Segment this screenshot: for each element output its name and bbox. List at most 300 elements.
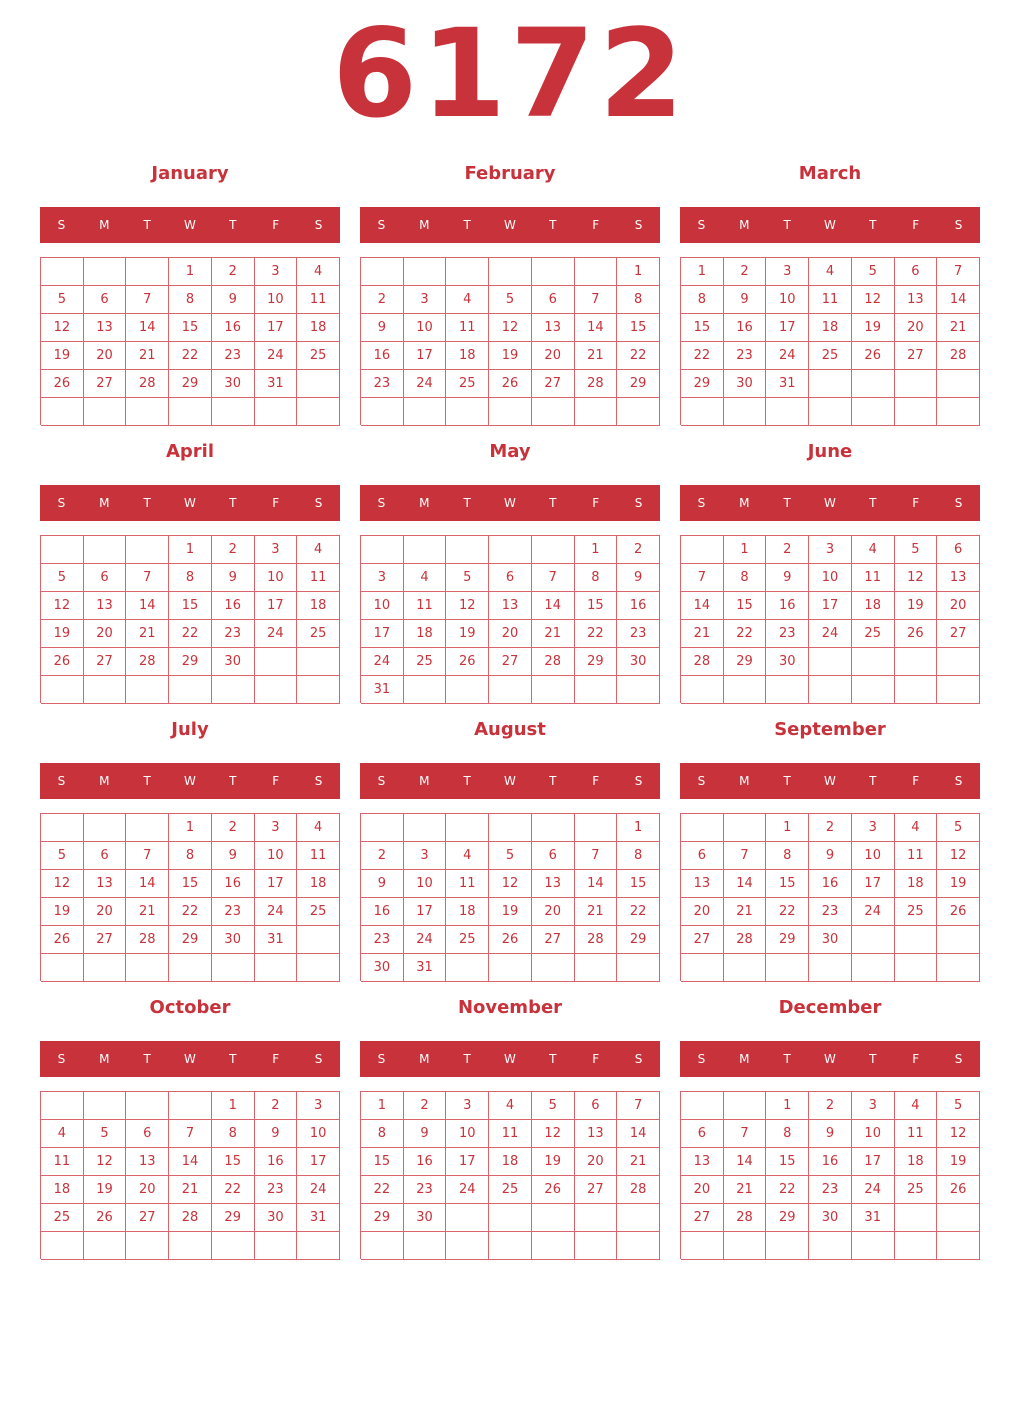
day-cell bbox=[809, 954, 852, 982]
month-name: June bbox=[807, 441, 853, 462]
weekday-label: M bbox=[739, 496, 750, 510]
day-cell bbox=[212, 676, 255, 704]
day-cell: 1 bbox=[681, 258, 724, 286]
weekday-header bbox=[360, 1041, 660, 1077]
day-cell: 7 bbox=[724, 1120, 767, 1148]
day-cell: 22 bbox=[212, 1176, 255, 1204]
day-cell bbox=[809, 1232, 852, 1260]
day-cell: 8 bbox=[724, 564, 767, 592]
day-cell bbox=[255, 1232, 298, 1260]
day-cell bbox=[681, 398, 724, 426]
weekday-label: S bbox=[954, 218, 963, 232]
weekday-label: S bbox=[314, 774, 323, 788]
day-cell: 4 bbox=[489, 1092, 532, 1120]
weekday-label: S bbox=[57, 774, 66, 788]
day-cell: 15 bbox=[766, 870, 809, 898]
day-cell: 22 bbox=[766, 1176, 809, 1204]
day-cell bbox=[937, 648, 980, 676]
day-cell: 1 bbox=[617, 814, 660, 842]
day-cell bbox=[169, 1232, 212, 1260]
weekday-label: S bbox=[57, 1052, 66, 1066]
day-cell: 31 bbox=[255, 370, 298, 398]
day-cell bbox=[575, 954, 618, 982]
day-cell: 26 bbox=[532, 1176, 575, 1204]
day-cell bbox=[532, 954, 575, 982]
day-cell: 26 bbox=[446, 648, 489, 676]
day-cell bbox=[212, 398, 255, 426]
day-cell bbox=[532, 814, 575, 842]
day-cell: 29 bbox=[212, 1204, 255, 1232]
day-cell: 11 bbox=[297, 842, 340, 870]
day-cell: 6 bbox=[575, 1092, 618, 1120]
day-cell bbox=[937, 926, 980, 954]
day-cell: 12 bbox=[41, 870, 84, 898]
day-cell: 10 bbox=[404, 870, 447, 898]
day-cell bbox=[404, 676, 447, 704]
year-title: 6172 bbox=[332, 3, 688, 145]
day-cell: 12 bbox=[852, 286, 895, 314]
day-cell: 27 bbox=[681, 926, 724, 954]
day-cell: 27 bbox=[84, 926, 127, 954]
day-cell bbox=[937, 370, 980, 398]
day-cell: 28 bbox=[937, 342, 980, 370]
day-cell: 14 bbox=[169, 1148, 212, 1176]
day-cell bbox=[41, 676, 84, 704]
weekday-label: M bbox=[419, 496, 430, 510]
day-cell bbox=[766, 954, 809, 982]
day-cell: 18 bbox=[446, 898, 489, 926]
day-cell: 16 bbox=[212, 314, 255, 342]
weekday-header bbox=[680, 1041, 980, 1077]
weekday-label: T bbox=[463, 1052, 471, 1066]
day-cell: 24 bbox=[766, 342, 809, 370]
day-cell: 8 bbox=[169, 564, 212, 592]
day-cell bbox=[169, 954, 212, 982]
weekday-label: F bbox=[272, 774, 280, 788]
day-cell bbox=[895, 398, 938, 426]
day-grid bbox=[360, 813, 660, 981]
day-cell: 24 bbox=[852, 898, 895, 926]
day-cell: 8 bbox=[681, 286, 724, 314]
day-cell: 26 bbox=[41, 370, 84, 398]
day-cell: 27 bbox=[532, 370, 575, 398]
day-cell bbox=[41, 258, 84, 286]
day-cell: 20 bbox=[681, 898, 724, 926]
day-cell bbox=[937, 954, 980, 982]
weekday-label: T bbox=[869, 1052, 877, 1066]
weekday-label: T bbox=[463, 496, 471, 510]
day-cell: 22 bbox=[169, 898, 212, 926]
day-cell: 16 bbox=[617, 592, 660, 620]
day-cell: 23 bbox=[617, 620, 660, 648]
day-cell: 29 bbox=[766, 1204, 809, 1232]
month-name: January bbox=[151, 163, 229, 184]
day-cell: 28 bbox=[126, 648, 169, 676]
weekday-header bbox=[40, 485, 340, 521]
day-cell: 5 bbox=[41, 564, 84, 592]
day-cell: 26 bbox=[489, 926, 532, 954]
day-cell bbox=[255, 676, 298, 704]
day-cell: 28 bbox=[169, 1204, 212, 1232]
weekday-label: S bbox=[954, 774, 963, 788]
day-cell: 2 bbox=[255, 1092, 298, 1120]
day-cell: 9 bbox=[361, 314, 404, 342]
day-cell: 19 bbox=[895, 592, 938, 620]
day-cell: 20 bbox=[532, 898, 575, 926]
day-cell bbox=[84, 258, 127, 286]
weekday-label: T bbox=[869, 218, 877, 232]
day-cell: 8 bbox=[766, 842, 809, 870]
weekday-label: F bbox=[912, 496, 920, 510]
day-cell bbox=[532, 536, 575, 564]
day-cell bbox=[84, 1232, 127, 1260]
day-cell: 23 bbox=[212, 342, 255, 370]
day-cell bbox=[126, 398, 169, 426]
day-cell: 30 bbox=[361, 954, 404, 982]
day-cell: 23 bbox=[361, 370, 404, 398]
day-cell: 2 bbox=[212, 258, 255, 286]
day-cell: 6 bbox=[937, 536, 980, 564]
day-cell bbox=[446, 814, 489, 842]
day-cell bbox=[724, 954, 767, 982]
day-cell: 10 bbox=[255, 564, 298, 592]
day-cell bbox=[41, 954, 84, 982]
weekday-label: T bbox=[143, 218, 151, 232]
day-cell bbox=[532, 676, 575, 704]
weekday-label: T bbox=[783, 496, 791, 510]
day-cell: 14 bbox=[126, 870, 169, 898]
day-cell bbox=[575, 398, 618, 426]
day-cell: 8 bbox=[169, 842, 212, 870]
weekday-label: W bbox=[184, 496, 196, 510]
weekday-label: T bbox=[549, 218, 557, 232]
day-cell: 25 bbox=[895, 898, 938, 926]
weekday-label: S bbox=[377, 218, 386, 232]
day-cell: 18 bbox=[895, 870, 938, 898]
day-cell: 16 bbox=[212, 870, 255, 898]
day-cell: 24 bbox=[255, 620, 298, 648]
day-grid bbox=[40, 535, 340, 703]
month-name: August bbox=[474, 719, 546, 740]
day-cell: 21 bbox=[169, 1176, 212, 1204]
day-cell: 10 bbox=[852, 842, 895, 870]
day-cell: 30 bbox=[255, 1204, 298, 1232]
day-cell: 14 bbox=[532, 592, 575, 620]
day-cell: 7 bbox=[617, 1092, 660, 1120]
day-grid bbox=[360, 1091, 660, 1259]
weekday-label: T bbox=[549, 1052, 557, 1066]
weekday-label: M bbox=[739, 218, 750, 232]
day-grid bbox=[680, 813, 980, 981]
weekday-label: M bbox=[419, 1052, 430, 1066]
day-cell bbox=[446, 954, 489, 982]
day-cell bbox=[895, 926, 938, 954]
day-cell bbox=[297, 926, 340, 954]
day-cell: 2 bbox=[212, 814, 255, 842]
day-cell bbox=[446, 258, 489, 286]
day-cell: 12 bbox=[937, 842, 980, 870]
day-cell: 1 bbox=[766, 1092, 809, 1120]
day-cell: 2 bbox=[809, 814, 852, 842]
day-cell: 11 bbox=[809, 286, 852, 314]
weekday-label: M bbox=[419, 774, 430, 788]
day-cell: 23 bbox=[255, 1176, 298, 1204]
day-cell: 16 bbox=[404, 1148, 447, 1176]
day-cell: 4 bbox=[446, 286, 489, 314]
day-cell: 11 bbox=[489, 1120, 532, 1148]
day-cell: 19 bbox=[41, 898, 84, 926]
day-cell bbox=[852, 926, 895, 954]
day-cell: 3 bbox=[852, 814, 895, 842]
day-cell bbox=[41, 536, 84, 564]
day-cell: 11 bbox=[41, 1148, 84, 1176]
day-cell bbox=[446, 676, 489, 704]
day-cell: 20 bbox=[575, 1148, 618, 1176]
day-cell: 16 bbox=[766, 592, 809, 620]
day-cell: 31 bbox=[766, 370, 809, 398]
weekday-label: S bbox=[377, 496, 386, 510]
day-cell: 1 bbox=[169, 536, 212, 564]
day-cell bbox=[126, 536, 169, 564]
day-cell: 5 bbox=[41, 842, 84, 870]
weekday-label: S bbox=[954, 1052, 963, 1066]
day-cell: 2 bbox=[766, 536, 809, 564]
day-cell: 13 bbox=[84, 314, 127, 342]
day-cell: 22 bbox=[575, 620, 618, 648]
day-cell: 15 bbox=[724, 592, 767, 620]
day-grid bbox=[360, 257, 660, 425]
day-cell: 31 bbox=[297, 1204, 340, 1232]
day-cell bbox=[404, 258, 447, 286]
months-grid bbox=[40, 160, 980, 1272]
day-cell: 17 bbox=[766, 314, 809, 342]
weekday-label: W bbox=[184, 1052, 196, 1066]
day-cell bbox=[681, 536, 724, 564]
day-cell: 4 bbox=[297, 258, 340, 286]
day-cell: 19 bbox=[532, 1148, 575, 1176]
weekday-label: S bbox=[377, 1052, 386, 1066]
day-cell: 22 bbox=[617, 898, 660, 926]
day-cell: 6 bbox=[84, 842, 127, 870]
day-cell bbox=[809, 676, 852, 704]
day-cell: 9 bbox=[404, 1120, 447, 1148]
day-cell bbox=[852, 648, 895, 676]
weekday-label: S bbox=[697, 774, 706, 788]
day-cell: 26 bbox=[84, 1204, 127, 1232]
weekday-label: S bbox=[697, 218, 706, 232]
day-cell: 10 bbox=[361, 592, 404, 620]
day-cell: 7 bbox=[575, 842, 618, 870]
day-cell: 9 bbox=[212, 564, 255, 592]
day-cell: 5 bbox=[532, 1092, 575, 1120]
day-cell bbox=[895, 1204, 938, 1232]
day-cell: 13 bbox=[126, 1148, 169, 1176]
day-cell bbox=[681, 1092, 724, 1120]
day-cell: 12 bbox=[489, 870, 532, 898]
day-cell bbox=[84, 536, 127, 564]
day-cell: 30 bbox=[212, 926, 255, 954]
day-cell: 13 bbox=[937, 564, 980, 592]
day-cell: 12 bbox=[84, 1148, 127, 1176]
day-cell bbox=[575, 1232, 618, 1260]
day-cell: 28 bbox=[126, 926, 169, 954]
weekday-label: S bbox=[697, 1052, 706, 1066]
day-cell: 26 bbox=[41, 926, 84, 954]
weekday-label: W bbox=[504, 496, 516, 510]
day-cell: 27 bbox=[937, 620, 980, 648]
day-cell: 14 bbox=[126, 592, 169, 620]
day-cell bbox=[852, 398, 895, 426]
day-cell bbox=[361, 1232, 404, 1260]
day-cell: 2 bbox=[361, 842, 404, 870]
day-cell: 10 bbox=[852, 1120, 895, 1148]
day-cell: 22 bbox=[681, 342, 724, 370]
weekday-label: F bbox=[592, 496, 600, 510]
day-cell: 29 bbox=[617, 926, 660, 954]
day-cell: 14 bbox=[575, 870, 618, 898]
day-cell: 13 bbox=[575, 1120, 618, 1148]
day-cell: 30 bbox=[724, 370, 767, 398]
day-cell: 23 bbox=[724, 342, 767, 370]
weekday-header bbox=[680, 763, 980, 799]
day-cell bbox=[575, 1204, 618, 1232]
day-cell: 10 bbox=[446, 1120, 489, 1148]
month-august bbox=[360, 716, 660, 994]
weekday-label: M bbox=[739, 774, 750, 788]
weekday-label: F bbox=[592, 1052, 600, 1066]
day-cell: 3 bbox=[766, 258, 809, 286]
day-cell: 8 bbox=[617, 842, 660, 870]
day-cell bbox=[575, 258, 618, 286]
month-may bbox=[360, 438, 660, 716]
day-cell: 14 bbox=[126, 314, 169, 342]
day-cell: 28 bbox=[532, 648, 575, 676]
day-cell: 21 bbox=[532, 620, 575, 648]
weekday-label: F bbox=[912, 1052, 920, 1066]
weekday-label: S bbox=[314, 496, 323, 510]
weekday-label: S bbox=[634, 496, 643, 510]
weekday-label: T bbox=[783, 1052, 791, 1066]
day-cell: 27 bbox=[681, 1204, 724, 1232]
weekday-label: W bbox=[184, 774, 196, 788]
day-cell: 6 bbox=[489, 564, 532, 592]
day-cell bbox=[489, 1204, 532, 1232]
weekday-label: W bbox=[824, 496, 836, 510]
day-cell bbox=[852, 370, 895, 398]
day-cell: 16 bbox=[212, 592, 255, 620]
day-cell: 1 bbox=[617, 258, 660, 286]
day-cell: 21 bbox=[724, 898, 767, 926]
day-cell bbox=[41, 1092, 84, 1120]
day-cell: 1 bbox=[575, 536, 618, 564]
weekday-label: W bbox=[824, 218, 836, 232]
day-cell bbox=[361, 814, 404, 842]
day-cell: 18 bbox=[41, 1176, 84, 1204]
day-cell bbox=[212, 1232, 255, 1260]
weekday-label: T bbox=[869, 496, 877, 510]
day-cell bbox=[489, 258, 532, 286]
day-cell bbox=[255, 954, 298, 982]
day-cell: 30 bbox=[766, 648, 809, 676]
day-cell: 13 bbox=[681, 870, 724, 898]
day-cell: 10 bbox=[297, 1120, 340, 1148]
day-cell: 18 bbox=[489, 1148, 532, 1176]
day-cell: 28 bbox=[617, 1176, 660, 1204]
day-cell bbox=[809, 648, 852, 676]
day-cell: 13 bbox=[489, 592, 532, 620]
weekday-label: S bbox=[314, 1052, 323, 1066]
day-cell bbox=[852, 1232, 895, 1260]
day-cell: 20 bbox=[895, 314, 938, 342]
day-cell: 13 bbox=[84, 592, 127, 620]
month-june bbox=[680, 438, 980, 716]
day-cell: 5 bbox=[446, 564, 489, 592]
weekday-label: M bbox=[99, 774, 110, 788]
day-cell: 24 bbox=[361, 648, 404, 676]
month-name: December bbox=[778, 997, 882, 1018]
day-cell: 23 bbox=[212, 620, 255, 648]
day-cell: 17 bbox=[852, 1148, 895, 1176]
day-cell: 6 bbox=[532, 286, 575, 314]
day-cell: 26 bbox=[895, 620, 938, 648]
day-cell: 6 bbox=[895, 258, 938, 286]
day-cell: 17 bbox=[404, 342, 447, 370]
day-cell bbox=[126, 676, 169, 704]
day-cell bbox=[361, 398, 404, 426]
day-cell: 3 bbox=[852, 1092, 895, 1120]
weekday-label: M bbox=[99, 1052, 110, 1066]
day-cell bbox=[724, 1092, 767, 1120]
day-cell bbox=[532, 258, 575, 286]
day-cell: 11 bbox=[895, 842, 938, 870]
day-cell: 23 bbox=[361, 926, 404, 954]
day-cell bbox=[681, 954, 724, 982]
weekday-label: T bbox=[229, 218, 237, 232]
day-cell: 25 bbox=[404, 648, 447, 676]
day-cell: 30 bbox=[404, 1204, 447, 1232]
day-cell: 5 bbox=[937, 1092, 980, 1120]
day-grid bbox=[40, 257, 340, 425]
day-cell: 29 bbox=[724, 648, 767, 676]
day-cell: 14 bbox=[937, 286, 980, 314]
day-cell: 11 bbox=[852, 564, 895, 592]
day-cell: 24 bbox=[852, 1176, 895, 1204]
day-cell: 16 bbox=[361, 898, 404, 926]
day-cell: 10 bbox=[255, 286, 298, 314]
day-cell: 9 bbox=[766, 564, 809, 592]
day-cell: 15 bbox=[169, 592, 212, 620]
day-cell: 20 bbox=[937, 592, 980, 620]
month-name: July bbox=[171, 719, 209, 740]
day-cell: 30 bbox=[212, 370, 255, 398]
month-september bbox=[680, 716, 980, 994]
day-cell bbox=[489, 536, 532, 564]
day-cell: 8 bbox=[212, 1120, 255, 1148]
weekday-label: M bbox=[419, 218, 430, 232]
day-cell: 7 bbox=[126, 286, 169, 314]
day-cell bbox=[575, 814, 618, 842]
weekday-label: T bbox=[463, 218, 471, 232]
weekday-label: W bbox=[504, 1052, 516, 1066]
weekday-header bbox=[40, 1041, 340, 1077]
day-cell bbox=[404, 536, 447, 564]
day-cell bbox=[895, 676, 938, 704]
weekday-label: T bbox=[229, 774, 237, 788]
day-cell: 19 bbox=[446, 620, 489, 648]
weekday-label: M bbox=[99, 218, 110, 232]
day-cell: 9 bbox=[212, 286, 255, 314]
day-cell: 9 bbox=[724, 286, 767, 314]
